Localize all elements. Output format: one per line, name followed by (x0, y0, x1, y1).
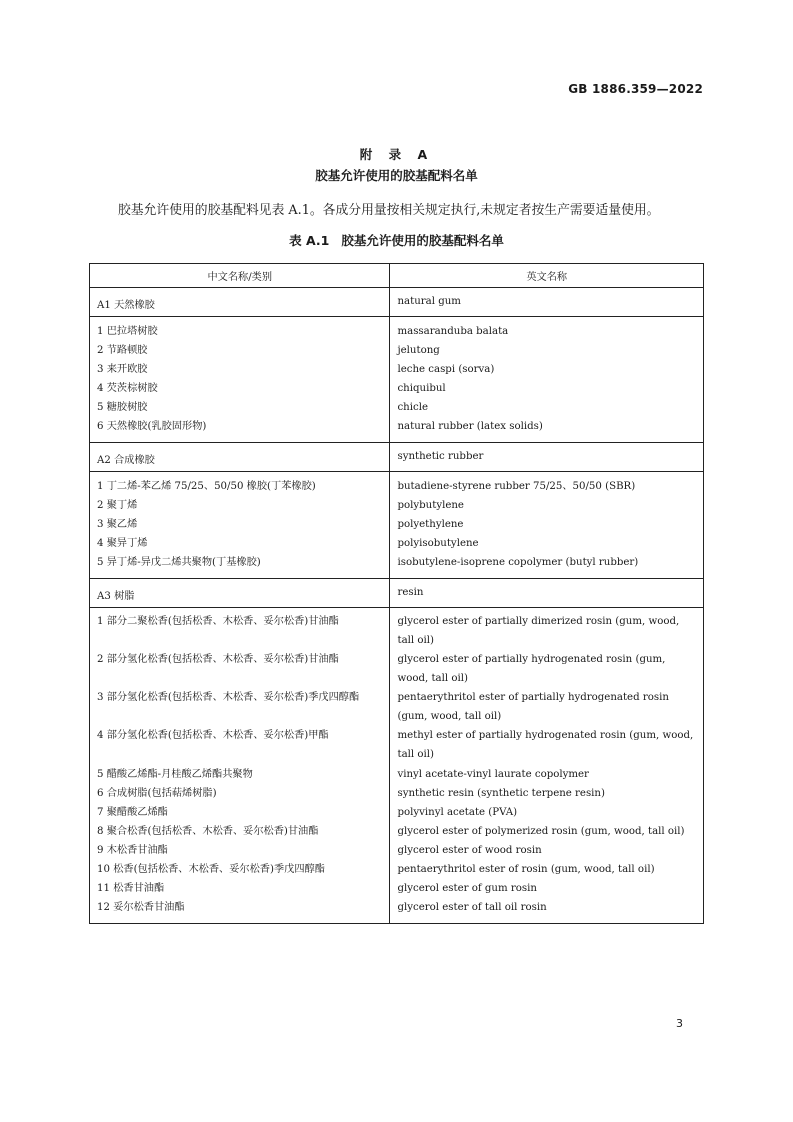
items-row (90, 472, 704, 579)
items-en-cell (390, 608, 704, 924)
item-name-en: polyvinyl acetate (PVA) (397, 807, 518, 818)
page-number: 3 (676, 1017, 683, 1030)
category-cn: A3 树脂 (90, 579, 390, 608)
table-caption-title: 胶基允许使用的胶基配料名单 (341, 233, 504, 248)
category-cn: A2 合成橡胶 (90, 443, 390, 472)
item-name-cn: 3 来开欧胶 (97, 364, 148, 375)
item-name-en: chiquibul (397, 383, 446, 394)
item-name-cn: 4 聚异丁烯 (97, 538, 148, 549)
column-header-cn: 中文名称/类别 (90, 264, 390, 288)
items-row (90, 317, 704, 443)
item-name-cn: 8 聚合松香(包括松香、木松香、妥尔松香)甘油酯 (97, 826, 319, 837)
items-cn-cell (90, 317, 390, 443)
item-name-en: pentaerythritol ester of rosin (gum, wood, tall oil) (397, 864, 655, 875)
table-body (90, 288, 704, 924)
category-row (90, 288, 704, 317)
item-name-en: leche caspi (sorva) (397, 364, 495, 375)
item-name-cn: 5 异丁烯-异戊二烯共聚物(丁基橡胶) (97, 557, 261, 568)
item-name-cn: 1 部分二聚松香(包括松香、木松香、妥尔松香)甘油酯 (97, 616, 339, 627)
item-name-en: jelutong (397, 345, 440, 356)
item-name-en: massaranduba balata (397, 326, 509, 337)
item-name-cn: 6 天然橡胶(乳胶固形物) (97, 421, 207, 432)
item-name-en: polyisobutylene (397, 538, 479, 549)
category-cn: A1 天然橡胶 (90, 288, 390, 317)
item-name-cn: 5 糖胶树胶 (97, 402, 148, 413)
item-name-cn: 1 丁二烯-苯乙烯 75/25、50/50 橡胶(丁苯橡胶) (97, 481, 316, 492)
category-row (90, 579, 704, 608)
intro-paragraph: 胶基允许使用的胶基配料见表 A.1。各成分用量按相关规定执行,未规定者按生产需要适量使用。 (118, 203, 660, 218)
item-name-cn: 2 节路顿胶 (97, 345, 148, 356)
item-name-cn: 12 妥尔松香甘油酯 (97, 902, 185, 913)
standard-number: GB 1886.359—2022 (568, 82, 703, 96)
item-name-cn: 11 松香甘油酯 (97, 883, 165, 894)
appendix-title: 胶基允许使用的胶基配料名单 (315, 168, 478, 183)
items-cn-cell (90, 472, 390, 579)
items-en-cell (390, 317, 704, 443)
item-name-cn: 6 合成树脂(包括萜烯树脂) (97, 788, 217, 799)
item-name-en: glycerol ester of wood rosin (397, 845, 542, 856)
items-en-cell (390, 472, 704, 579)
item-name-en: butadiene-styrene rubber 75/25、50/50 (SBR) (397, 481, 636, 492)
category-en: natural gum (390, 288, 704, 317)
item-name-en: glycerol ester of polymerized rosin (gum, wood, tall oil) (397, 826, 685, 837)
item-name-en: glycerol ester of gum rosin (397, 883, 537, 894)
item-name-cn: 5 醋酸乙烯酯-月桂酸乙烯酯共聚物 (97, 769, 253, 780)
appendix-label: 附 录 A (359, 147, 434, 162)
category-en: resin (390, 579, 704, 608)
item-name-cn: 7 聚醋酸乙烯酯 (97, 807, 168, 818)
item-name-cn: 10 松香(包括松香、木松香、妥尔松香)季戊四醇酯 (97, 864, 325, 875)
item-name-cn: 3 聚乙烯 (97, 519, 138, 530)
item-name-cn: 1 巴拉塔树胶 (97, 326, 158, 337)
category-row (90, 443, 704, 472)
appendix-heading (0, 146, 793, 188)
item-name-en: pentaerythritol ester of partially hydrogenated rosin (gum, wood, tall oil) (397, 692, 669, 722)
items-row (90, 608, 704, 924)
item-name-en: chicle (397, 402, 428, 413)
item-name-en: natural rubber (latex solids) (397, 421, 543, 432)
item-name-cn: 9 木松香甘油酯 (97, 845, 168, 856)
item-name-en: glycerol ester of partially dimerized rosin (gum, wood, tall oil) (397, 616, 680, 646)
item-name-en: methyl ester of partially hydrogenated rosin (gum, wood, tall oil) (397, 730, 694, 760)
items-cn-cell (90, 608, 390, 924)
item-name-cn: 4 芡茨棕树胶 (97, 383, 158, 394)
item-name-en: glycerol ester of tall oil rosin (397, 902, 547, 913)
item-name-en: synthetic resin (synthetic terpene resin) (397, 788, 605, 799)
item-name-cn: 4 部分氢化松香(包括松香、木松香、妥尔松香)甲酯 (97, 730, 329, 741)
column-header-en: 英文名称 (390, 264, 704, 288)
item-name-cn: 2 部分氢化松香(包括松香、木松香、妥尔松香)甘油酯 (97, 654, 339, 665)
table-caption-number: 表 A.1 (289, 233, 330, 248)
item-name-cn: 2 聚丁烯 (97, 500, 138, 511)
table-caption (0, 231, 793, 249)
item-name-en: isobutylene-isoprene copolymer (butyl rubber) (397, 557, 639, 568)
item-name-en: polyethylene (397, 519, 464, 530)
item-name-en: glycerol ester of partially hydrogenated rosin (gum, wood, tall oil) (397, 654, 666, 684)
ingredient-table (89, 263, 704, 924)
item-name-cn: 3 部分氢化松香(包括松香、木松香、妥尔松香)季戊四醇酯 (97, 692, 360, 703)
item-name-en: vinyl acetate-vinyl laurate copolymer (397, 769, 589, 780)
item-name-en: polybutylene (397, 500, 464, 511)
table-header-row (90, 264, 704, 288)
category-en: synthetic rubber (390, 443, 704, 472)
